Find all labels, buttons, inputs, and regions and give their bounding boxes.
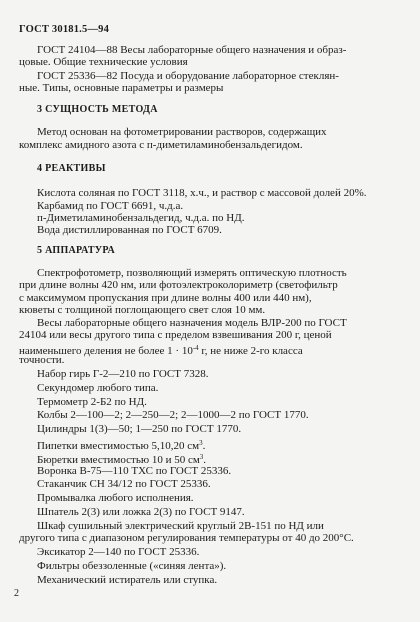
burettes-text: Бюретки вместимостью 10 и 50 см — [37, 454, 200, 466]
apparatus-line-19: Шпатель 2(3) или ложка 2(3) по ГОСТ 9147. — [37, 506, 245, 518]
apparatus-line-5: Весы лабораторные общего назначения модель ВЛР-200 по ГОСТ — [37, 317, 347, 329]
section-5-heading: 5 АППАРАТУРА — [37, 245, 116, 256]
apparatus-line-7-tail: г, не ниже 2-го класса — [198, 345, 303, 357]
ref-line-3: ГОСТ 25336—82 Посуда и оборудование лабораторное стеклян- — [37, 70, 339, 82]
apparatus-line-13: Цилиндры 1(3)—50; 1—250 по ГОСТ 1770. — [37, 423, 242, 435]
page-number: 2 — [14, 588, 19, 599]
apparatus-line-6: 24104 или весы другого типа с пределом взвешивания 200 г, ценой — [19, 329, 332, 341]
section-4-heading: 4 РЕАКТИВЫ — [37, 163, 106, 174]
apparatus-line-7-text: наименьшего деления не более 1 · 10 — [19, 345, 193, 357]
ref-line-1: ГОСТ 24104—88 Весы лабораторные общего назначения и образ- — [37, 44, 347, 56]
apparatus-line-2: при длине волны 420 нм, или фотоэлектроколориметр (светофильтр — [19, 279, 338, 291]
apparatus-line-12: Колбы 2—100—2; 2—250—2; 2—1000—2 по ГОСТ 1770. — [37, 409, 309, 421]
apparatus-line-23: Фильтры обеззоленные («синяя лента»). — [37, 560, 227, 572]
apparatus-line-4: кюветы с толщиной поглощающего свет слоя 10 мм. — [19, 304, 266, 316]
reagent-line-1: Кислота соляная по ГОСТ 3118, х.ч., и раствор с массовой долей 20%. — [37, 187, 367, 199]
ref-line-2: цовые. Общие технические условия — [19, 56, 188, 68]
reagent-line-3: п-Диметиламинобензальдегид, ч.д.а. по НД. — [37, 212, 245, 224]
pipettes-text: Пипетки вместимостью 5,10,20 см — [37, 440, 200, 452]
apparatus-line-21: другого типа с диапазоном регулирования температуры от 40 до 200°С. — [19, 532, 354, 544]
apparatus-line-11: Термометр 2-Б2 по НД. — [37, 396, 147, 408]
apparatus-line-22: Эксикатор 2—140 по ГОСТ 25336. — [37, 546, 200, 558]
apparatus-line-16: Воронка В-75—110 ТХС по ГОСТ 25336. — [37, 465, 232, 477]
reagent-line-2: Карбамид по ГОСТ 6691, ч.д.а. — [37, 200, 184, 212]
apparatus-line-17: Стаканчик СН 34/12 по ГОСТ 25336. — [37, 478, 211, 490]
burettes-dot: . — [203, 454, 207, 466]
section-3-heading: 3 СУЩНОСТЬ МЕТОДА — [37, 104, 158, 115]
superscript-three-a: 3 — [199, 439, 203, 447]
apparatus-line-9: Набор гирь Г-2—210 по ГОСТ 7328. — [37, 368, 209, 380]
pipettes-dot: . — [202, 440, 206, 452]
apparatus-line-15 — [37, 451, 206, 466]
apparatus-line-3: с максимумом пропускания при длине волны 400 или 440 нм), — [19, 292, 312, 304]
apparatus-line-8: точности. — [19, 354, 65, 366]
superscript-three-b: 3 — [199, 453, 204, 461]
section-3-line-2: комплекс амидного азота с п-диметиламинобензальдегидом. — [19, 139, 303, 151]
running-header: ГОСТ 30181.5—94 — [19, 24, 110, 35]
apparatus-line-18: Промывалка любого исполнения. — [37, 492, 194, 504]
ref-line-4: ные. Типы, основные параметры и размеры — [19, 82, 224, 94]
apparatus-line-20: Шкаф сушильный электрический круглый 2В-151 по НД или — [37, 520, 324, 532]
apparatus-line-14 — [37, 437, 205, 452]
apparatus-line-24: Механический истиратель или ступка. — [37, 574, 218, 586]
apparatus-line-10: Секундомер любого типа. — [37, 382, 159, 394]
apparatus-line-1: Спектрофотометр, позволяющий измерять оптическую плотность — [37, 267, 347, 279]
section-3-line-1: Метод основан на фотометрировании растворов, содержащих — [37, 126, 327, 138]
superscript-minus-four: -4 — [192, 344, 199, 352]
reagent-line-4: Вода дистиллированная по ГОСТ 6709. — [37, 224, 222, 236]
